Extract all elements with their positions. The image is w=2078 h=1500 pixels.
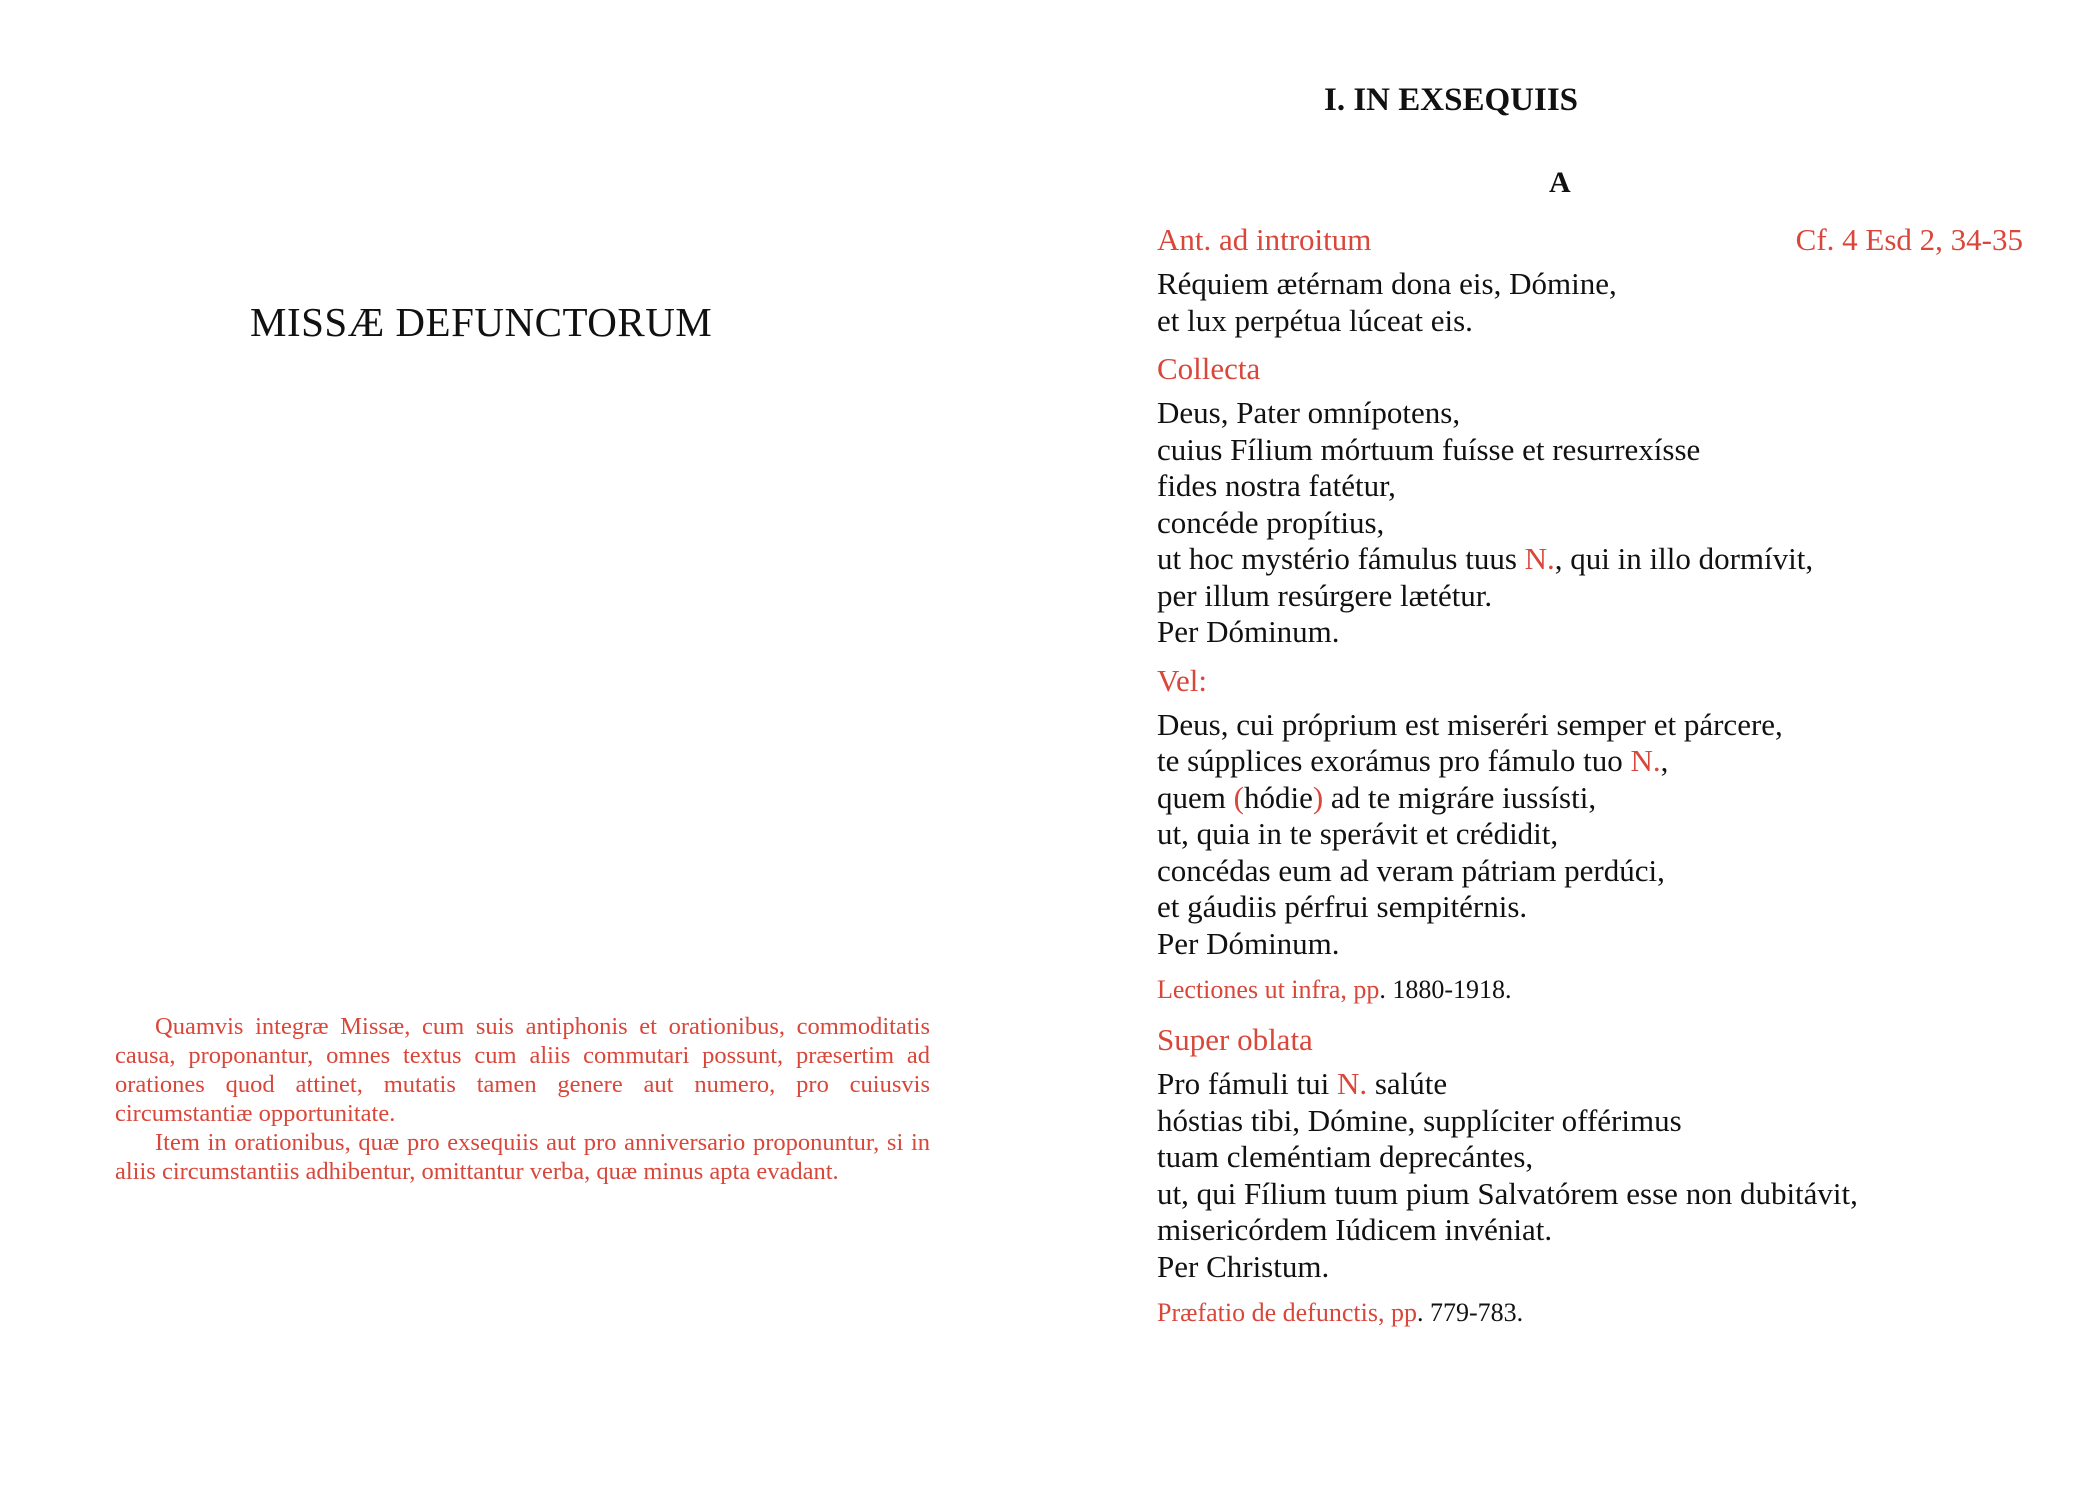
text-line [1157, 780, 2023, 817]
text-line: ut, quia in te sperávit et crédidit, [1157, 816, 1559, 851]
text-line [1157, 541, 2023, 578]
rubric-paragraph: Item in orationibus, quæ pro exsequiis aut pro anniversario proponuntur, si in aliis circumstantiis adhibentur, omittantur verba, quæ minus apta evadant. [115, 1129, 930, 1185]
name-placeholder: N. [1336, 1066, 1368, 1101]
name-placeholder: N. [1524, 541, 1555, 576]
name-placeholder: N. [1630, 743, 1661, 778]
text-line: Réquiem ætérnam dona eis, Dómine, [1157, 266, 1617, 301]
text-line: misericórdem Iúdicem invéniat. [1157, 1212, 1553, 1247]
text-line: tuam cleméntiam deprecántes, [1157, 1139, 1534, 1174]
text-line: Per Dóminum. [1157, 614, 1340, 649]
introit-label: Ant. ad introitum [1157, 222, 1372, 257]
introit-header [1157, 220, 2023, 260]
text-line: et lux perpétua lúceat eis. [1157, 302, 1473, 338]
text-line: fides nostra fatétur, [1157, 468, 1396, 503]
right-page [1039, 0, 2078, 1500]
text-line: concéde propítius, [1157, 504, 1385, 540]
text-segment: ut hoc mystério fámulus tuus [1157, 541, 1517, 576]
vel-label: Vel: [1157, 662, 1207, 698]
text-line: Per Dóminum. [1157, 925, 1340, 961]
note-text: Lectiones ut infra, pp [1157, 975, 1380, 1004]
text-segment: salúte [1374, 1066, 1448, 1101]
text-line [1157, 743, 2023, 780]
text-segment: hódie [1243, 779, 1313, 815]
praefatio-note [1157, 1295, 2023, 1331]
text-line: Deus, Pater omnípotens, [1157, 395, 1461, 430]
text-segment: ad te migráre iussísti, [1330, 779, 1597, 815]
text-line: ut, qui Fílium tuum pium Salvatórem esse non dubitávit, [1157, 1175, 1858, 1211]
note-text: Præfatio de defunctis, pp [1157, 1298, 1417, 1327]
text-segment: quem [1157, 779, 1226, 815]
text-line: concédas eum ad veram pátriam perdúci, [1157, 852, 1665, 888]
introit-text [1157, 266, 2023, 339]
section-title: I. IN EXSEQUIIS [1324, 82, 1579, 118]
text-segment: , [1660, 743, 1669, 778]
text-segment: te súpplices exorámus pro fámulo tuo [1157, 743, 1623, 778]
super-oblata-label: Super oblata [1157, 1022, 1313, 1057]
collecta-label: Collecta [1157, 351, 1261, 386]
page-reference: . 1880-1918. [1379, 975, 1512, 1004]
introit-reference: Cf. 4 Esd 2, 34-35 [1795, 222, 2023, 257]
rubric-note [115, 1012, 930, 1186]
text-line: et gáudiis pérfrui sempitérnis. [1157, 889, 1528, 924]
text-line: cuius Fílium mórtuum fuísse et resurrexísse [1157, 431, 1701, 467]
text-segment: Pro fámuli tui [1157, 1066, 1330, 1101]
text-segment: , qui in illo dormívit, [1554, 541, 1814, 576]
text-line: Per Christum. [1157, 1248, 1330, 1284]
page-title: MISSÆ DEFUNCTORUM [250, 299, 713, 345]
lectiones-note [1157, 972, 2023, 1008]
open-paren: ( [1233, 779, 1244, 815]
text-line: Deus, cui próprium est miseréri semper et párcere, [1157, 706, 1783, 742]
text-line: per illum resúrgere lætétur. [1157, 577, 1493, 613]
rubric-paragraph: Quamvis integræ Missæ, cum suis antiphonis et orationibus, commoditatis causa, proponantur, omnes textus cum aliis commutari possunt, præsertim ad orationes quod attinet, mutatis tamen genere aut numero, pro cuiusvis circumstantiæ opportunitate. [115, 1013, 930, 1127]
vel-text [1157, 707, 2023, 963]
section-letter: A [1549, 166, 1571, 199]
text-line [1157, 1066, 2023, 1103]
collecta-text [1157, 395, 2023, 651]
close-paren: ) [1312, 779, 1324, 815]
page-reference: . 779-783. [1416, 1298, 1524, 1327]
mass-texts [1157, 220, 2023, 1343]
super-oblata-text [1157, 1066, 2023, 1285]
text-line: hóstias tibi, Dómine, supplíciter offérimus [1157, 1102, 1682, 1138]
